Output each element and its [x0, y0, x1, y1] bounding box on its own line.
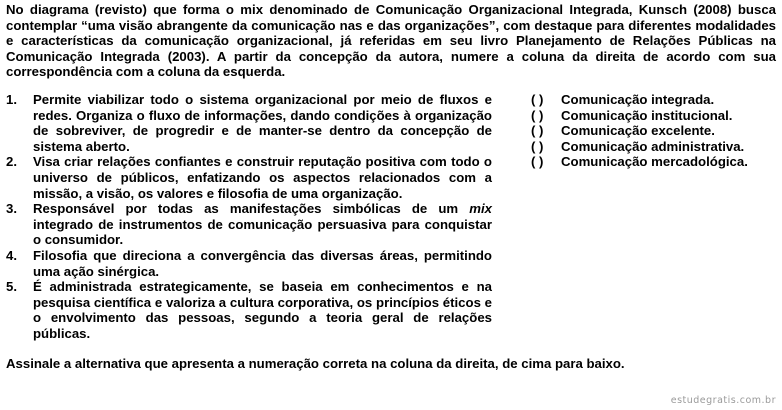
right-item-label: Comunicação excelente. — [561, 123, 715, 139]
left-item-5 — [6, 279, 492, 341]
answer-blank: ( ) — [531, 154, 544, 170]
left-item-text-after: integrado de instrumentos de comunicação persuasiva para conquistar o consumidor. — [33, 216, 492, 248]
left-item-3 — [6, 201, 492, 248]
right-item-4 — [531, 139, 748, 155]
left-item-text: Filosofia que direciona a convergência das diversas áreas, permitindo uma ação sinérgica. — [33, 247, 492, 279]
right-item-label: Comunicação integrada. — [561, 92, 715, 107]
left-item-number: 3. — [6, 201, 17, 217]
intro-paragraph: No diagrama (revisto) que forma o mix denominado de Comunicação Organizacional Integrada, Kunsch (2008) busca contemplar “uma visão abrangente da comunicação nas e das organizações”, com destaque para diferentes modalidades e características da comunicação organizacional, já referidas em seu livro Planejamento de Relações Públicas na Comunicação Integrada (2003). A partir da concepção da autora, numere a coluna da direita de acordo com sua correspondência com a coluna da esquerda. — [6, 2, 776, 80]
left-item-4 — [6, 248, 492, 279]
right-item-label: Comunicação mercadológica. — [561, 154, 748, 170]
answer-blank: ( ) — [531, 138, 544, 154]
left-item-text: Permite viabilizar todo o sistema organizacional por meio de fluxos e redes. Organiza o fluxo de informações, dando condições à organização de sobreviver, de progredir e de manter-se dentro da concepção de sistema aberto. — [33, 92, 492, 154]
right-item-5 — [531, 154, 748, 170]
answer-blank: ( ) — [531, 123, 544, 139]
site-watermark: estudegratis.com.br — [670, 395, 776, 406]
right-item-2 — [531, 108, 748, 124]
left-item-text: É administrada estrategicamente, se baseia em conhecimentos e na pesquisa científica e valoriza a cultura corporativa, os princípios éticos e o envolvimento das pessoas, segundo a teoria geral de relações públicas. — [33, 279, 492, 341]
answer-blank: ( ) — [531, 107, 544, 123]
right-item-label: Comunicação administrativa. — [561, 138, 745, 154]
left-item-number: 4. — [6, 247, 17, 263]
left-item-number: 2. — [6, 154, 17, 170]
right-item-1 — [531, 92, 748, 108]
left-item-number: 1. — [6, 92, 17, 107]
left-item-2 — [6, 154, 492, 201]
left-item-text-italic: mix — [469, 201, 492, 217]
left-column-list — [6, 92, 492, 342]
right-item-label: Comunicação institucional. — [561, 107, 733, 123]
answer-blank: ( ) — [531, 92, 544, 107]
left-item-text: Visa criar relações confiantes e construir reputação positiva com todo o universo de públicos, enfatizando os aspectos relacionados com a missão, a visão, os valores e filosofia de uma organização. — [33, 154, 492, 201]
right-column-list — [531, 92, 748, 170]
left-item-1 — [6, 92, 492, 154]
question-prompt: Assinale a alternativa que apresenta a numeração correta na coluna da direita, de cima para baixo. — [6, 356, 625, 371]
right-item-3 — [531, 123, 748, 139]
left-item-number: 5. — [6, 279, 17, 295]
left-item-text-before: Responsável por todas as manifestações simbólicas de um — [33, 201, 470, 217]
